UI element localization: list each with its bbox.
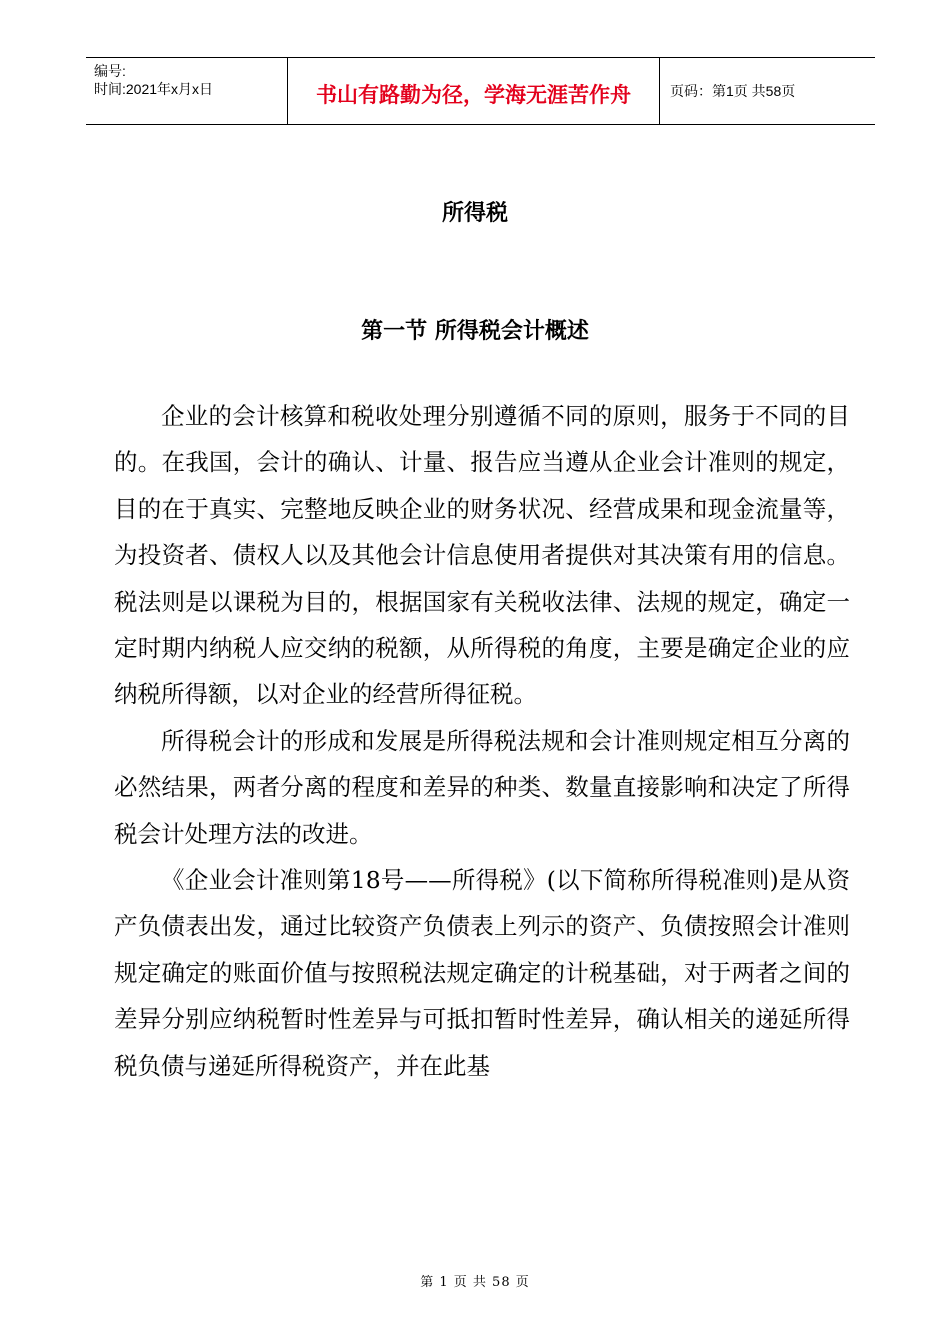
motto-text: 书山有路勤为径，学海无涯苦作舟 [316, 83, 631, 107]
document-title: 所得税 [441, 201, 508, 226]
page-header [86, 57, 875, 125]
header-meta [86, 58, 287, 124]
section-title: 第一节 所得税会计概述 [361, 319, 589, 344]
paragraph: 企业的会计核算和税收处理分别遵循不同的原则，服务于不同的目的。在我国，会计的确认、计量、报告应当遵从企业会计准则的规定，目的在于真实、完整地反映企业的财务状况、经营成果和现金流量等，为投资者、债权人以及其他会计信息使用者提供对其决策有用的信息。税法则是以课税为目的，根据国家有关税收法律、法规的规定，确定一定时期内纳税人应交纳的税额，从所得税的角度，主要是确定企业的应纳税所得额，以对企业的经营所得征税。 [114, 402, 850, 709]
paragraph: 所得税会计的形成和发展是所得税法规和会计准则规定相互分离的必然结果，两者分离的程度和差异的种类、数量直接影响和决定了所得税会计处理方法的改进。 [114, 726, 850, 848]
page-info-text: 页码：第1页 共58页 [670, 83, 796, 99]
document-time-label: 时间:2021年x月x日 [94, 81, 214, 97]
header-page-info [660, 58, 875, 124]
page-footer: 第 1 页 共 58 页 [420, 1275, 530, 1290]
document-number-label: 编号: [94, 63, 126, 79]
header-motto [287, 58, 660, 124]
document-body [114, 393, 850, 1089]
paragraph: 《企业会计准则第18号——所得税》(以下简称所得税准则)是从资产负债表出发，通过比较资产负债表上列示的资产、负债按照会计准则规定确定的账面价值与按照税法规定确定的计税基础，对于两者之间的差异分别应纳税暂时性差异与可抵扣暂时性差异，确认相关的递延所得税负债与递延所得税资产，并在此基 [114, 866, 850, 1080]
